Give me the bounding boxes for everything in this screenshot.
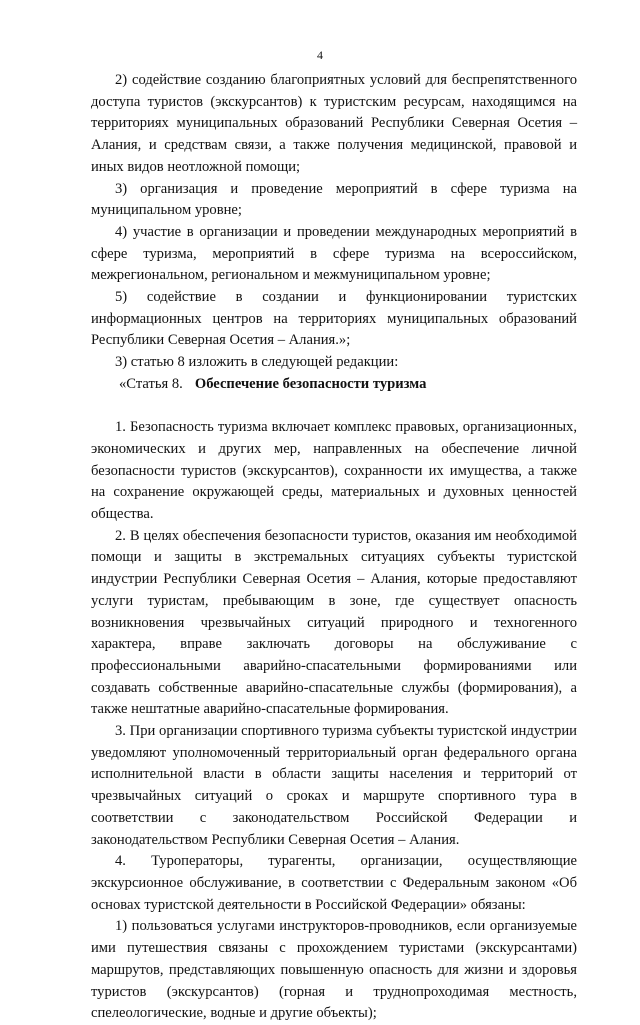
- list-item-2: 2) содействие созданию благоприятных условий для беспрепятственного доступа туристов (экскурсантов) к туристским ресурсам, находящимся на территориях муниципальных образований Республики Северная Осетия – Алания, и средствам связи, а также получения медицинской, правовой и иных видов неотложной помощи;: [91, 72, 577, 175]
- document-body: [91, 70, 577, 1025]
- article-clause-3: 3. При организации спортивного туризма субъекты туристской индустрии уведомляют уполномоченный территориальный орган федерального органа исполнительной власти в области защиты населения и территорий от чрезвычайных ситуаций о сроках и маршруте спортивного тура в соответствии с законодательством Российской Федерации и законодательством Республики Северная Осетия – Алания.: [91, 723, 577, 848]
- amendment-instruction: 3) статью 8 изложить в следующей редакции:: [115, 354, 399, 371]
- article-number: «Статья 8.: [119, 375, 183, 392]
- article-clause-4: 4. Туроператоры, турагенты, организации, осуществляющие экскурсионное обслуживание, в соответствии с Федеральным законом «Об основах туристской деятельности в Российской Федерации» обязаны:: [91, 853, 577, 913]
- article-clause-1: 1. Безопасность туризма включает комплекс правовых, организационных, экономических и других мер, направленных на обеспечение личной безопасности туристов (экскурсантов), сохранности их имущества, а также на сохранение окружающей среды, материальных и духовных ценностей общества.: [91, 419, 577, 523]
- list-item-3: 3) организация и проведение мероприятий в сфере туризма на муниципальном уровне;: [91, 180, 577, 219]
- article-clause-2: 2. В целях обеспечения безопасности туристов, оказания им необходимой помощи и защиты в экстремальных ситуациях субъекты туристской индустрии Республики Северная Осетия – Алания, которые предоставляют услуги туристам, пребывающим в зоне, где существует опасность возникновения чрезвычайных ситуаций природного и техногенного характера, вправе заключать договоры на обслуживание с профессиональными аварийно-спасательными формированиями или создавать собственные аварийно-спасательные службы (формирования), а также нештатные аварийно-спасательные формирования.: [91, 527, 577, 718]
- article-title: Обеспечение безопасности туризма: [194, 375, 427, 392]
- list-item-5: 5) содействие в создании и функционировании туристских информационных центров на территориях муниципальных образований Республики Северная Осетия – Алания.»;: [91, 289, 577, 349]
- article-subclause-1: 1) пользоваться услугами инструкторов-проводников, если организуемые ими путешествия связаны с прохождением туристами (экскурсантами) маршрутов, представляющих повышенную опасность для жизни и здоровья туристов (экскурсантов) (горная и труднопроходимая местность, спелеологические, водные и другие объекты);: [91, 918, 577, 1022]
- list-item-4: 4) участие в организации и проведении международных мероприятий в сфере туризма, мероприятий в сфере туризма на всероссийском, межрегиональном, региональном и межмуниципальном уровне;: [91, 223, 577, 284]
- article-heading: [91, 374, 577, 396]
- page-number: 4: [317, 48, 323, 62]
